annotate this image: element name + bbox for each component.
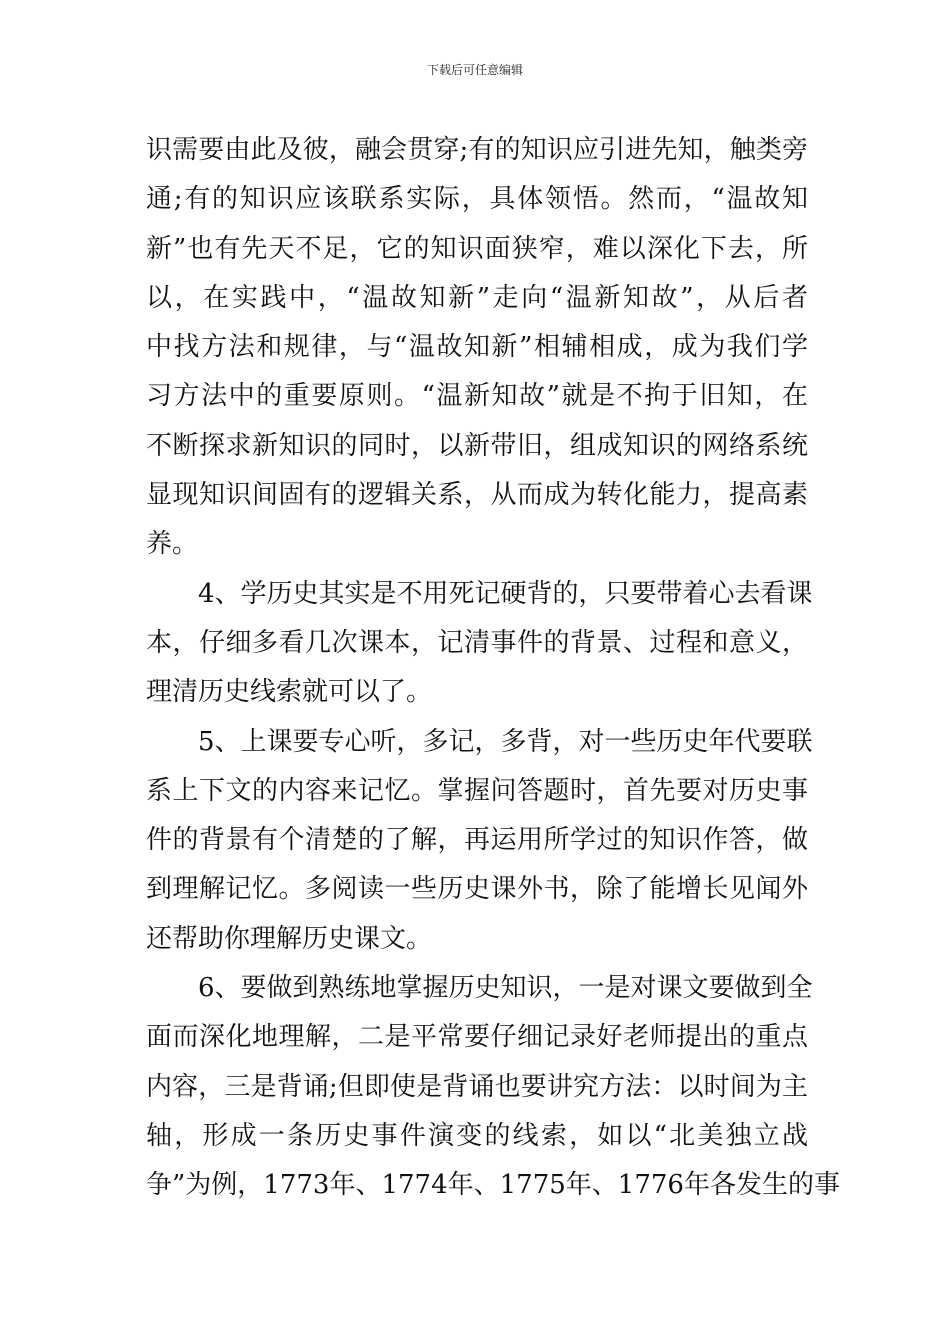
text-line: 不断探求新知识的同时，以新带旧，组成知识的网络系统 [146,430,808,461]
paragraph-point-5 [146,718,813,964]
text-line: 本，仔细多看几次课本，记清事件的背景、过程和意义， [146,627,808,658]
text-line: 5、上课要专心听，多记，多背，对一些历史年代要联 [198,726,813,757]
paragraph-point-6 [146,964,840,1210]
text-line: 内容，三是背诵;但即使是背诵也要讲究方法：以时间为主 [146,1071,808,1102]
paragraph-continuation [146,126,808,570]
text-line: 新”也有先天不足，它的知识面狭窄，难以深化下去，所 [146,233,808,264]
text-line: 轴，形成一条历史事件演变的线索，如以“北美独立战 [146,1120,808,1151]
text-line: 到理解记忆。多阅读一些历史课外书，除了能增长见闻外 [146,874,808,905]
text-line: 通;有的知识应该联系实际，具体领悟。然而，“温故知 [146,184,808,215]
text-line: 争”为例，1773年、1774年、1775年、1776年各发生的事 [146,1170,840,1201]
text-line: 件的背景有个清楚的了解，再运用所学过的知识作答，做 [146,825,808,856]
text-line: 显现知识间固有的逻辑关系，从而成为转化能力，提高素 [146,480,808,511]
text-line: 面而深化地理解，二是平常要仔细记录好老师提出的重点 [146,1022,808,1053]
paragraph-point-4 [146,570,813,718]
text-line: 中找方法和规律，与“温故知新”相辅相成，成为我们学 [146,332,808,363]
text-line: 以，在实践中，“温故知新”走向“温新知故”，从后者 [146,282,808,313]
text-line: 养。 [146,529,199,560]
text-line: 4、学历史其实是不用死记硬背的，只要带着心去看课 [198,578,813,609]
page-header: 下载后可任意编辑 [426,63,523,77]
document-body [146,126,840,1211]
text-line: 系上下文的内容来记忆。掌握问答题时，首先要对历史事 [146,775,808,806]
text-line: 还帮助你理解历史课文。 [146,923,433,954]
text-line: 识需要由此及彼，融会贯穿;有的知识应引进先知，触类旁 [146,135,808,165]
text-line: 理清历史线索就可以了。 [146,677,433,708]
text-line: 习方法中的重要原则。“温新知故”就是不拘于旧知，在 [146,381,808,412]
text-line: 6、要做到熟练地掌握历史知识，一是对课文要做到全 [198,973,813,1004]
